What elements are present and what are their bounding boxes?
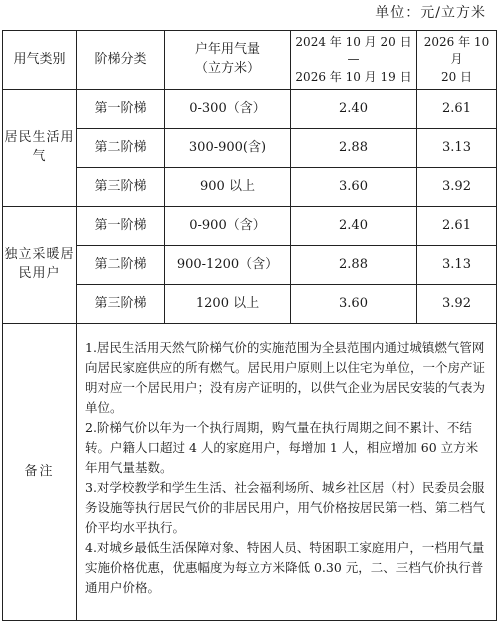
header-tier: 阶梯分类 — [77, 31, 165, 90]
header-row — [3, 31, 497, 90]
header-period2-line2: 20 日 — [440, 69, 473, 84]
table-row — [3, 90, 497, 129]
remark-item-3: 3.对学校教学和学生生活、社会福利场所、城乡社区居（村）民委员会服务设施等执行居民气价的非居民用户，用气价格按居民第一档、第二档气价平均水平执行。 — [85, 480, 486, 535]
price-future-cell: 3.13 — [417, 246, 497, 285]
header-volume-line2: （立方米） — [194, 61, 260, 76]
price-future-cell: 3.92 — [417, 168, 497, 207]
remarks-label: 备注 — [3, 324, 77, 621]
volume-cell: 300-900(含) — [165, 129, 291, 168]
price-future-cell: 3.13 — [417, 129, 497, 168]
remark-item-2: 2.阶梯气价以年为一个执行周期，购气量在执行周期之间不累计、不结转。户籍人口超过 4 人的家庭用户，每增加 1 人，相应增加 60 立方米年用气量基数。 — [85, 420, 479, 475]
volume-cell: 0-300（含） — [165, 90, 291, 129]
remark-item-1: 1.居民生活用天然气阶梯气价的实施范围为全县范围内通过城镇燃气管网向居民家庭供应的所有燃气。居民用户原则上以住宅为单位，一个房产证明对应一个居民用户；没有房产证明的，以供气企业为居民安装的气表为单位。 — [85, 340, 486, 415]
table-row — [3, 168, 497, 207]
header-period1-line2: 2026 年 10 月 19 日 — [295, 69, 412, 84]
header-volume — [165, 31, 291, 90]
table-row — [3, 246, 497, 285]
price-current-cell: 2.40 — [291, 90, 417, 129]
gas-price-table — [2, 30, 497, 621]
header-period1-line1: 2024 年 10 月 20 日— — [295, 34, 412, 67]
remark-item-4: 4.对城乡最低生活保障对象、特困人员、特困职工家庭用户，一档用气量实施价格优惠，优惠幅度为每立方米降低 0.30 元，二、三档气价执行普通用户价格。 — [85, 540, 485, 595]
tier-cell: 第一阶梯 — [77, 90, 165, 129]
volume-cell: 1200 以上 — [165, 285, 291, 324]
remarks-row — [3, 324, 497, 621]
header-period2 — [417, 31, 497, 90]
tier-cell: 第一阶梯 — [77, 207, 165, 246]
volume-cell: 900 以上 — [165, 168, 291, 207]
tier-cell: 第三阶梯 — [77, 168, 165, 207]
price-current-cell: 2.88 — [291, 129, 417, 168]
header-period2-line1: 2026 年 10 月 — [423, 34, 490, 67]
tier-cell: 第二阶梯 — [77, 246, 165, 285]
price-current-cell: 3.60 — [291, 168, 417, 207]
volume-cell: 900-1200（含） — [165, 246, 291, 285]
price-future-cell: 3.92 — [417, 285, 497, 324]
remarks-content — [77, 324, 497, 621]
tier-cell: 第二阶梯 — [77, 129, 165, 168]
header-period1 — [291, 31, 417, 90]
table-row — [3, 285, 497, 324]
table-row — [3, 207, 497, 246]
price-current-cell: 2.88 — [291, 246, 417, 285]
category-heating: 独立采暖居民用户 — [3, 207, 77, 324]
price-current-cell: 2.40 — [291, 207, 417, 246]
header-volume-line1: 户年用气量 — [194, 42, 260, 58]
price-current-cell: 3.60 — [291, 285, 417, 324]
tier-cell: 第三阶梯 — [77, 285, 165, 324]
table-row — [3, 129, 497, 168]
header-category: 用气类别 — [3, 31, 77, 90]
category-residential: 居民生活用气 — [3, 90, 77, 207]
price-future-cell: 2.61 — [417, 90, 497, 129]
unit-label: 单位：元/立方米 — [375, 5, 486, 21]
price-future-cell: 2.61 — [417, 207, 497, 246]
volume-cell: 0-900（含） — [165, 207, 291, 246]
